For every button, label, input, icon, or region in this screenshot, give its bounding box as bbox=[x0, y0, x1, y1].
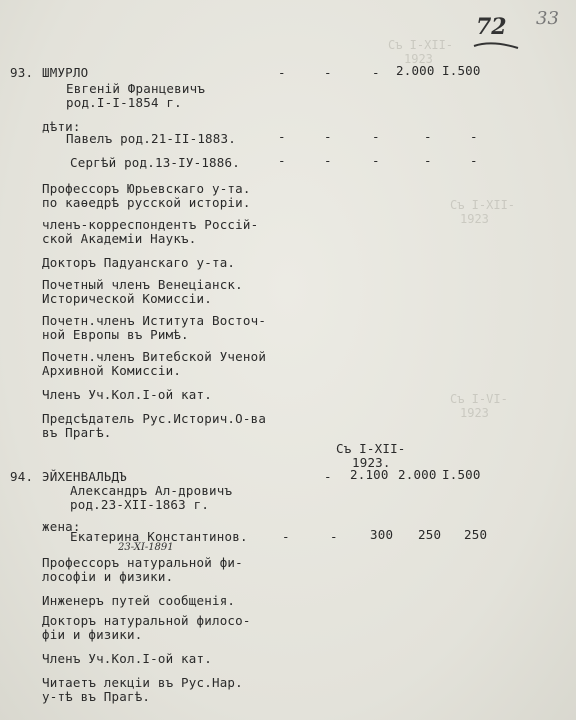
detail-line: Членъ Уч.Кол.I-ой кат. bbox=[42, 651, 212, 666]
wife-line: Екатерина Константинов. bbox=[70, 529, 248, 544]
amount: 250 bbox=[464, 527, 488, 542]
folio-mark: 72 bbox=[476, 14, 507, 40]
detail-line: въ Прагѣ. bbox=[42, 425, 112, 440]
wife-label: жена: bbox=[42, 519, 81, 534]
entry-names: Евгеній Францевичъ bbox=[66, 81, 206, 96]
dash: - bbox=[324, 129, 332, 144]
bleed-text: 1923 bbox=[404, 52, 433, 66]
amount: 2.000 bbox=[396, 63, 435, 78]
detail-line: Инженеръ путей сообщенія. bbox=[42, 593, 236, 608]
detail-line: членъ-корреспондентъ Россій- bbox=[42, 217, 259, 232]
entry-birth: род.23-XII-1863 г. bbox=[70, 497, 210, 512]
dash: - bbox=[372, 129, 380, 144]
entry-surname: ШМУРЛО bbox=[42, 65, 89, 80]
dash: - bbox=[330, 529, 338, 544]
date-header: Съ I-XII- bbox=[336, 441, 406, 456]
detail-line: ской Академіи Наукъ. bbox=[42, 231, 197, 246]
detail-line: Докторъ Падуанскаго у-та. bbox=[42, 255, 236, 270]
dash: - bbox=[282, 529, 290, 544]
dash: - bbox=[324, 469, 332, 484]
bleed-text: Съ I-XII- bbox=[388, 38, 454, 52]
detail-line: Почетн.членъ Витебской Ученой bbox=[42, 349, 267, 364]
detail-line: по каѳедрѣ русской исторіи. bbox=[42, 195, 251, 210]
amount: I.500 bbox=[442, 467, 481, 482]
bleed-text: Съ I-XII- bbox=[450, 198, 516, 212]
entry-number: 94. bbox=[10, 469, 34, 484]
dash: - bbox=[278, 129, 286, 144]
detail-line: у-тѣ въ Прагѣ. bbox=[42, 689, 151, 704]
dash: - bbox=[424, 153, 432, 168]
dash: - bbox=[424, 129, 432, 144]
detail-line: Профессоръ Юрьевскаго у-та. bbox=[42, 181, 251, 196]
date-header: 1923. bbox=[352, 455, 391, 470]
handwritten-note: 23-XI-1891 bbox=[118, 542, 174, 553]
dash: - bbox=[372, 65, 380, 80]
bleed-text: 1923 bbox=[460, 212, 489, 226]
entry-number: 93. bbox=[10, 65, 34, 80]
folio-underline-icon bbox=[472, 36, 522, 52]
amount: 300 bbox=[370, 527, 394, 542]
entry-surname: ЭЙХЕНВАЛЬДЪ bbox=[42, 469, 127, 484]
detail-line: Архивной Комиссіи. bbox=[42, 363, 182, 378]
dash: - bbox=[470, 129, 478, 144]
detail-line: Почетный членъ Венеціанск. bbox=[42, 277, 243, 292]
amount: I.500 bbox=[442, 63, 481, 78]
detail-line: Исторической Комиссіи. bbox=[42, 291, 212, 306]
detail-line: Докторъ натуральной филосо- bbox=[42, 613, 251, 628]
child-line: Сергѣй род.13-IУ-1886. bbox=[70, 155, 240, 170]
dash: - bbox=[324, 65, 332, 80]
entry-names: Александръ Ал-дровичъ bbox=[70, 483, 233, 498]
detail-line: Предсѣдатель Рус.Историч.О-ва bbox=[42, 411, 267, 426]
folio-number: 33 bbox=[536, 8, 559, 29]
amount: 2.100 bbox=[350, 467, 389, 482]
dash: - bbox=[372, 153, 380, 168]
dash: - bbox=[278, 65, 286, 80]
detail-line: Читаетъ лекціи въ Рус.Нар. bbox=[42, 675, 243, 690]
detail-line: ной Европы въ Римѣ. bbox=[42, 327, 189, 342]
dash: - bbox=[324, 153, 332, 168]
detail-line: Членъ Уч.Кол.I-ой кат. bbox=[42, 387, 212, 402]
bleed-text: Съ I-VI- bbox=[450, 392, 508, 406]
detail-line: Почетн.членъ Иститута Восточ- bbox=[42, 313, 267, 328]
detail-line: фіи и физики. bbox=[42, 627, 143, 642]
child-line: Павелъ род.21-II-1883. bbox=[66, 131, 236, 146]
detail-line: Профессоръ натуральной фи- bbox=[42, 555, 243, 570]
children-label: дѣти: bbox=[42, 119, 81, 134]
dash: - bbox=[470, 153, 478, 168]
bleed-text: 1923 bbox=[460, 406, 489, 420]
amount: 2.000 bbox=[398, 467, 437, 482]
dash: - bbox=[278, 153, 286, 168]
amount: 250 bbox=[418, 527, 442, 542]
detail-line: лософіи и физики. bbox=[42, 569, 174, 584]
entry-birth: род.I-I-1854 г. bbox=[66, 95, 182, 110]
